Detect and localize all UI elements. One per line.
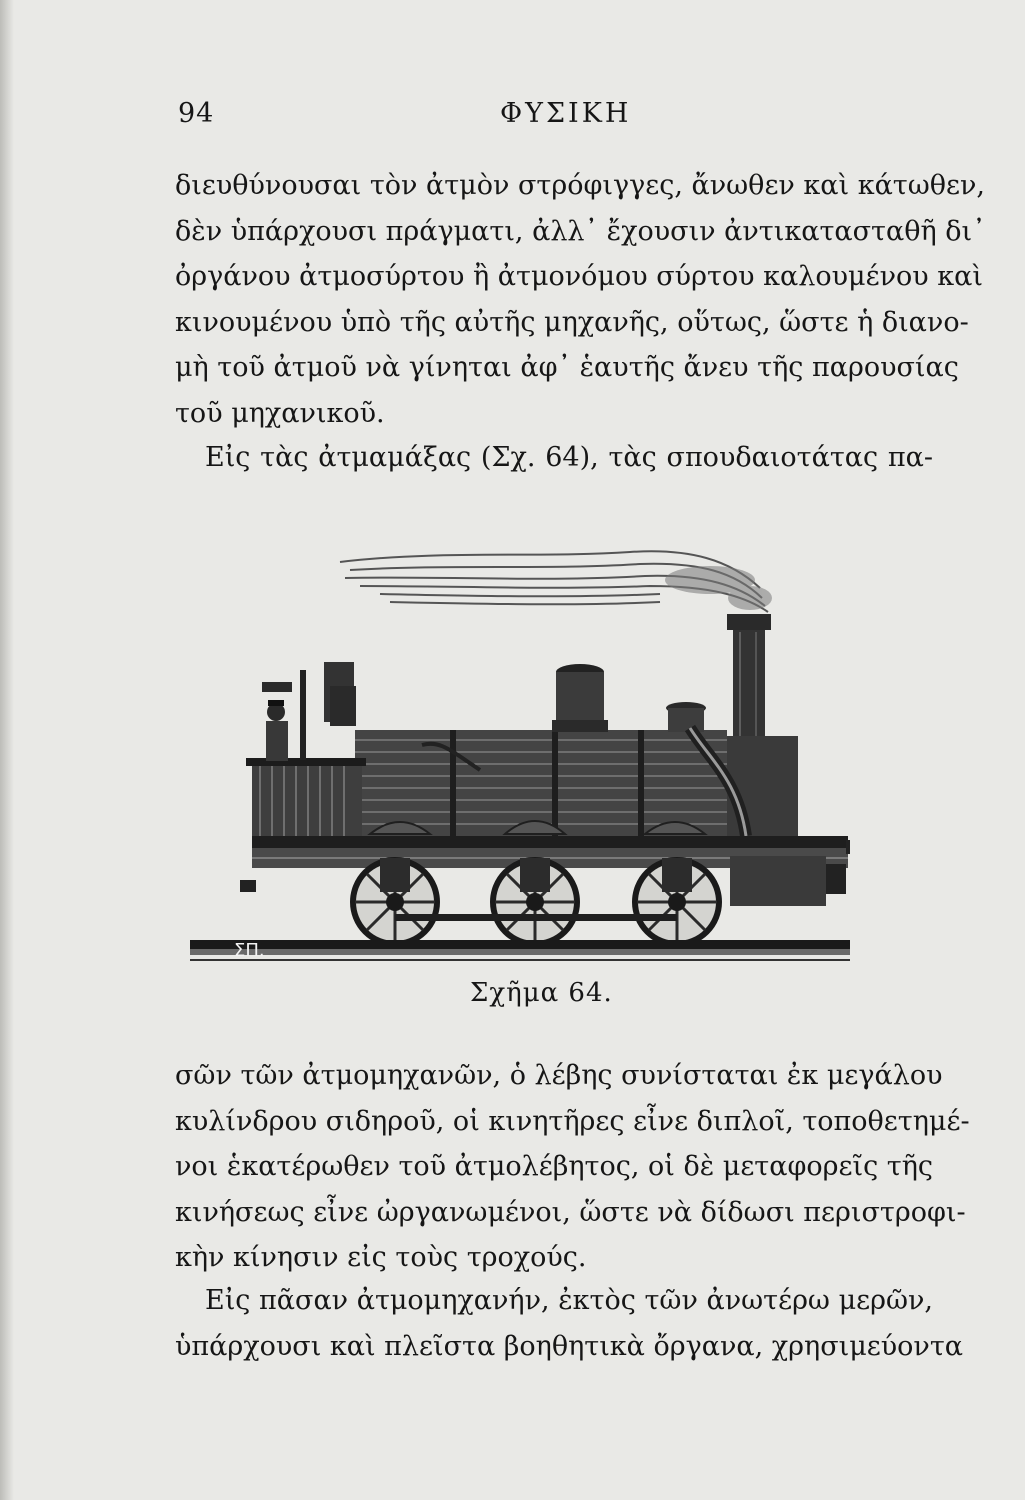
- safety-valve: [666, 702, 706, 732]
- page-number: 94: [178, 98, 215, 129]
- paragraph-4: [175, 1278, 963, 1369]
- text-line: σῶν τῶν ἀτμομηχανῶν, ὁ λέβης συνίσταται ἐκ μεγάλου: [175, 1060, 943, 1091]
- text-line: τοῦ μηχανικοῦ.: [175, 397, 385, 429]
- text-line: κυλίνδρου σιδηροῦ, οἱ κινητῆρες εἶνε διπλοῖ, τοποθετημέ-: [175, 1105, 970, 1137]
- text-line: ὀργάνου ἀτμοσύρτου ἢ ἀτμονόμου σύρτου καλουμένου καὶ: [175, 261, 983, 292]
- running-title: ΦΥΣΙΚΗ: [500, 98, 632, 129]
- cab: [246, 662, 366, 842]
- steam-dome: [552, 664, 608, 732]
- locomotive-illustration: [190, 540, 850, 970]
- text-line: Εἰς τὰς ἀτμαμάξας (Σχ. 64), τὰς σπουδαιοτάτας πα-: [205, 442, 933, 473]
- text-line: ὑπάρχουσι καὶ πλεῖστα βοηθητικὰ ὄργανα, χρησιμεύοντα: [175, 1330, 963, 1362]
- text-line: κινήσεως εἶνε ὠργανωμένοι, ὥστε νὰ δίδωσι περιστροφι-: [175, 1196, 966, 1228]
- text-line: δὲν ὑπάρχουσι πράγματι, ἀλλ᾽ ἔχουσιν ἀντικατασταθῆ δι᾽: [175, 215, 986, 247]
- engine-driver-figure: [266, 700, 288, 761]
- cylinder: [730, 856, 826, 906]
- text-line: διευθύνουσαι τὸν ἀτμὸν στρόφιγγες, ἄνωθεν καὶ κάτωθεν,: [175, 170, 985, 201]
- paragraph-1: [175, 163, 986, 436]
- smoke-shading: [665, 566, 772, 610]
- text-line: κινουμένου ὑπὸ τῆς αὐτῆς μηχανῆς, οὕτως, ὥστε ἡ διανο-: [175, 306, 969, 338]
- page-edge: [0, 0, 14, 1500]
- locomotive-figure: [190, 540, 850, 970]
- engraver-mark: ΣΠ.: [234, 940, 265, 961]
- paragraph-3: [175, 1053, 970, 1281]
- chimney: [727, 614, 771, 740]
- boiler: [355, 730, 727, 836]
- figure-caption: Σχῆμα 64.: [470, 978, 613, 1008]
- paragraph-2: [175, 435, 933, 481]
- text-line: Εἰς πᾶσαν ἀτμομηχανήν, ἐκτὸς τῶν ἀνωτέρω μερῶν,: [205, 1285, 933, 1316]
- text-line: κὴν κίνησιν εἰς τοὺς τροχούς.: [175, 1242, 587, 1273]
- text-line: νοι ἑκατέρωθεν τοῦ ἀτμολέβητος, οἱ δὲ μεταφορεῖς τῆς: [175, 1151, 934, 1182]
- rail-track: [190, 940, 850, 960]
- coupling-rod: [395, 914, 677, 921]
- running-head: [170, 98, 930, 138]
- text-line: μὴ τοῦ ἀτμοῦ νὰ γίνηται ἀφ᾽ ἑαυτῆς ἄνευ τῆς παρουσίας: [175, 352, 959, 383]
